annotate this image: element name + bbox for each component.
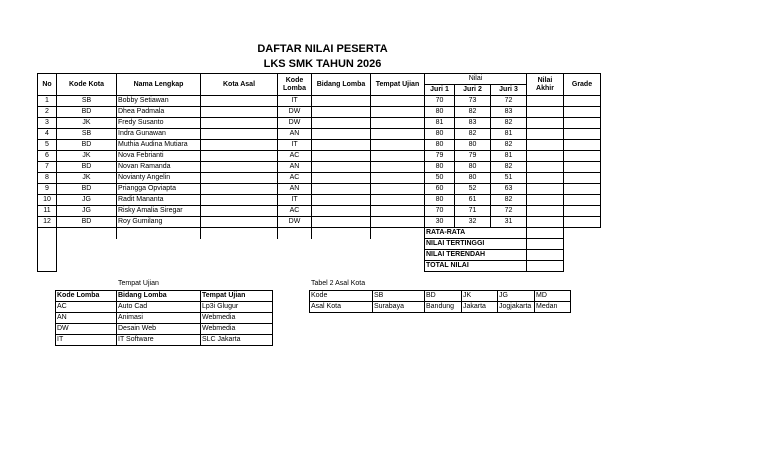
row-no: 3 [38,118,57,129]
table-row [56,302,273,313]
table-row [38,96,601,107]
row-juri-2: 73 [455,96,491,107]
row-nilai-akhir [527,107,564,118]
t2-kode-label: Kode [310,291,373,302]
row-kode-kota: BD [57,162,117,173]
summary-rata-rata: RATA-RATA [425,228,527,239]
t1-tempat-ujian: Webmedia [201,324,273,335]
row-bidang-lomba [312,162,371,173]
row-juri-1: 80 [425,107,455,118]
header-nama-lengkap: Nama Lengkap [117,74,201,96]
t1-tempat-ujian: Lp3i Glugur [201,302,273,313]
row-kode-kota: JG [57,195,117,206]
table-row [56,335,273,346]
row-tempat-ujian [371,195,425,206]
row-juri-3: 31 [491,217,527,228]
t2-asal-bandung: Bandung [425,302,462,313]
row-nama: Muthia Audina Mutiara [117,140,201,151]
header-juri-2: Juri 2 [455,85,491,96]
row-no: 9 [38,184,57,195]
row-bidang-lomba [312,118,371,129]
row-juri-3: 82 [491,162,527,173]
header-juri-1: Juri 1 [425,85,455,96]
table-row [38,118,601,129]
row-kota-asal [201,118,278,129]
table-row [38,129,601,140]
t2-kode-md: MD [535,291,571,302]
row-kode-lomba: DW [278,118,312,129]
row-tempat-ujian [371,107,425,118]
row-grade [564,195,601,206]
row-juri-2: 61 [455,195,491,206]
row-nama: Novianty Angelin [117,173,201,184]
t2-kode-jg: JG [498,291,535,302]
row-kode-kota: BD [57,107,117,118]
row-grade [564,206,601,217]
row-nama: Nova Febrianti [117,151,201,162]
row-grade [564,107,601,118]
t2-asal-surabaya: Surabaya [373,302,425,313]
row-nama: Roy Gumilang [117,217,201,228]
summary-nilai-tertinggi-value [527,239,564,250]
row-tempat-ujian [371,129,425,140]
row-no: 5 [38,140,57,151]
row-nama: Radit Mananta [117,195,201,206]
row-kode-kota: SB [57,96,117,107]
row-nilai-akhir [527,162,564,173]
row-no: 7 [38,162,57,173]
document-title: DAFTAR NILAI PESERTA [257,43,388,55]
row-tempat-ujian [371,206,425,217]
row-kode-kota: SB [57,129,117,140]
row-juri-3: 72 [491,206,527,217]
table-row [38,107,601,118]
row-nilai-akhir [527,173,564,184]
row-juri-1: 80 [425,129,455,140]
row-kota-asal [201,107,278,118]
row-tempat-ujian [371,217,425,228]
row-kode-lomba: AN [278,129,312,140]
row-tempat-ujian [371,173,425,184]
row-kota-asal [201,140,278,151]
t1-header-bidang-lomba: Bidang Lomba [117,291,201,302]
row-kode-lomba: DW [278,107,312,118]
score-table [37,73,601,272]
row-grade [564,184,601,195]
table-row [38,162,601,173]
t1-header-tempat-ujian: Tempat Ujian [201,291,273,302]
row-kode-kota: JK [57,173,117,184]
row-no: 4 [38,129,57,140]
row-kota-asal [201,195,278,206]
row-kota-asal [201,184,278,195]
row-kode-kota: JK [57,118,117,129]
row-juri-1: 60 [425,184,455,195]
table1-caption: Tempat Ujian [118,280,159,287]
row-tempat-ujian [371,118,425,129]
tempat-ujian-table [55,290,273,346]
row-no: 8 [38,173,57,184]
row-bidang-lomba [312,195,371,206]
row-grade [564,129,601,140]
row-kode-lomba: IT [278,195,312,206]
row-kota-asal [201,129,278,140]
row-juri-2: 80 [455,173,491,184]
header-nilai: Nilai [425,74,527,85]
row-kode-lomba: IT [278,96,312,107]
row-grade [564,217,601,228]
table-row [38,206,601,217]
row-bidang-lomba [312,173,371,184]
row-juri-1: 50 [425,173,455,184]
row-juri-1: 80 [425,140,455,151]
table-row [38,217,601,228]
row-juri-2: 32 [455,217,491,228]
table-row [56,313,273,324]
t2-asal-label: Asal Kota [310,302,373,313]
summary-total-nilai: TOTAL NILAI [425,261,527,272]
t1-kode-lomba: IT [56,335,117,346]
t1-bidang-lomba: Auto Cad [117,302,201,313]
summary-nilai-terendah-value [527,250,564,261]
row-nilai-akhir [527,184,564,195]
row-juri-1: 79 [425,151,455,162]
t2-asal-jogjakarta: Jogjakarta [498,302,535,313]
row-juri-3: 72 [491,96,527,107]
row-nama: Priangga Opviapta [117,184,201,195]
row-juri-2: 82 [455,107,491,118]
row-bidang-lomba [312,206,371,217]
row-kode-lomba: AC [278,151,312,162]
row-juri-1: 80 [425,195,455,206]
row-no: 11 [38,206,57,217]
t1-header-kode-lomba: Kode Lomba [56,291,117,302]
t1-bidang-lomba: Animasi [117,313,201,324]
header-no: No [38,74,57,96]
row-nilai-akhir [527,129,564,140]
row-kota-asal [201,206,278,217]
table-row [38,151,601,162]
t2-asal-jakarta: Jakarta [462,302,498,313]
header-nilai-akhir: Nilai Akhir [527,74,564,96]
row-tempat-ujian [371,140,425,151]
row-juri-3: 82 [491,118,527,129]
row-nilai-akhir [527,118,564,129]
row-kode-kota: JK [57,151,117,162]
row-kota-asal [201,151,278,162]
row-juri-2: 83 [455,118,491,129]
row-juri-2: 71 [455,206,491,217]
row-kode-lomba: AC [278,173,312,184]
row-juri-1: 70 [425,206,455,217]
row-no: 1 [38,96,57,107]
header-tempat-ujian: Tempat Ujian [371,74,425,96]
row-nama: Bobby Setiawan [117,96,201,107]
row-kode-kota: BD [57,217,117,228]
row-kode-lomba: AN [278,162,312,173]
row-nilai-akhir [527,140,564,151]
asal-kota-table [309,290,571,313]
row-bidang-lomba [312,140,371,151]
row-tempat-ujian [371,184,425,195]
row-nama: Dhea Padmala [117,107,201,118]
header-kota-asal: Kota Asal [201,74,278,96]
row-grade [564,118,601,129]
row-juri-1: 80 [425,162,455,173]
row-no: 6 [38,151,57,162]
summary-nilai-terendah: NILAI TERENDAH [425,250,527,261]
row-juri-2: 79 [455,151,491,162]
table-row [38,184,601,195]
row-kota-asal [201,162,278,173]
row-juri-2: 80 [455,140,491,151]
table2-caption: Tabel 2 Asal Kota [311,280,366,287]
row-tempat-ujian [371,162,425,173]
row-juri-2: 80 [455,162,491,173]
row-bidang-lomba [312,151,371,162]
row-juri-2: 82 [455,129,491,140]
row-juri-3: 83 [491,107,527,118]
row-nilai-akhir [527,195,564,206]
row-nama: Fredy Susanto [117,118,201,129]
summary-rata-rata-value [527,228,564,239]
row-nilai-akhir [527,96,564,107]
row-nama: Indra Gunawan [117,129,201,140]
header-bidang-lomba: Bidang Lomba [312,74,371,96]
row-bidang-lomba [312,217,371,228]
row-nama: Novan Ramanda [117,162,201,173]
table-row [38,195,601,206]
row-grade [564,140,601,151]
row-tempat-ujian [371,151,425,162]
row-bidang-lomba [312,184,371,195]
row-tempat-ujian [371,96,425,107]
row-juri-3: 81 [491,129,527,140]
row-bidang-lomba [312,96,371,107]
row-grade [564,96,601,107]
row-kota-asal [201,96,278,107]
header-juri-3: Juri 3 [491,85,527,96]
row-juri-3: 81 [491,151,527,162]
row-juri-3: 82 [491,140,527,151]
row-kode-kota: BD [57,140,117,151]
row-grade [564,173,601,184]
row-juri-1: 70 [425,96,455,107]
t1-kode-lomba: AC [56,302,117,313]
row-kode-lomba: IT [278,140,312,151]
t2-asal-medan: Medan [535,302,571,313]
row-kota-asal [201,217,278,228]
row-no: 2 [38,107,57,118]
row-kode-lomba: AN [278,184,312,195]
row-juri-2: 52 [455,184,491,195]
header-kode-kota: Kode Kota [57,74,117,96]
document-subtitle: LKS SMK TAHUN 2026 [263,58,382,70]
t2-kode-bd: BD [425,291,462,302]
t1-kode-lomba: AN [56,313,117,324]
t1-bidang-lomba: Desain Web [117,324,201,335]
row-juri-1: 81 [425,118,455,129]
row-juri-1: 30 [425,217,455,228]
row-nilai-akhir [527,151,564,162]
summary-total-nilai-value [527,261,564,272]
table-row [56,324,273,335]
row-nilai-akhir [527,217,564,228]
t2-kode-sb: SB [373,291,425,302]
header-kode-lomba: Kode Lomba [278,74,312,96]
row-no: 10 [38,195,57,206]
t1-kode-lomba: DW [56,324,117,335]
row-juri-3: 82 [491,195,527,206]
t1-tempat-ujian: Webmedia [201,313,273,324]
row-no: 12 [38,217,57,228]
row-nama: Risky Amalia Siregar [117,206,201,217]
row-bidang-lomba [312,107,371,118]
row-kode-kota: BD [57,184,117,195]
row-bidang-lomba [312,129,371,140]
table-row [38,173,601,184]
row-nilai-akhir [527,206,564,217]
t1-tempat-ujian: SLC Jakarta [201,335,273,346]
row-kota-asal [201,173,278,184]
row-grade [564,162,601,173]
row-kode-kota: JG [57,206,117,217]
t2-kode-jk: JK [462,291,498,302]
row-kode-lomba: AC [278,206,312,217]
row-juri-3: 51 [491,173,527,184]
row-kode-lomba: DW [278,217,312,228]
summary-nilai-tertinggi: NILAI TERTINGGI [425,239,527,250]
row-grade [564,151,601,162]
header-grade: Grade [564,74,601,96]
row-juri-3: 63 [491,184,527,195]
table-row [38,140,601,151]
t1-bidang-lomba: IT Software [117,335,201,346]
